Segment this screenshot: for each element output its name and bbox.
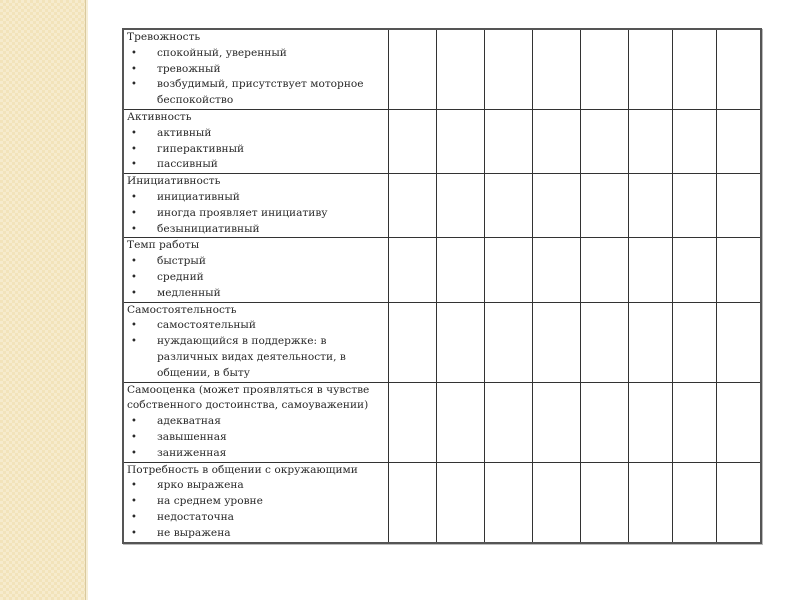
bullet-icon: • <box>131 287 137 299</box>
criterion-option <box>127 46 388 62</box>
bullet-icon: • <box>131 527 137 539</box>
criterion-options-list <box>127 254 388 301</box>
blank-mark-cell[interactable] <box>533 29 581 109</box>
decorative-side-strip <box>0 0 86 600</box>
criterion-cell <box>123 382 389 462</box>
option-text: инициативный <box>157 190 240 203</box>
criterion-option <box>127 126 388 142</box>
criterion-option <box>127 62 388 78</box>
criterion-cell <box>123 302 389 382</box>
bullet-icon: • <box>131 127 137 139</box>
criterion-option <box>127 478 388 494</box>
criterion-title: Самооценка (может проявляться в чувстве собственного достоинства, самоуважении) <box>127 383 370 412</box>
blank-mark-cell[interactable] <box>673 382 717 462</box>
criterion-option <box>127 414 388 430</box>
option-text: не выражена <box>157 526 231 539</box>
blank-mark-cell[interactable] <box>389 29 437 109</box>
blank-mark-cell[interactable] <box>389 302 437 382</box>
blank-mark-cell[interactable] <box>437 174 485 238</box>
criterion-cell <box>123 174 389 238</box>
criterion-option <box>127 157 388 173</box>
bullet-icon: • <box>131 496 137 508</box>
criterion-option <box>127 222 388 238</box>
blank-mark-cell[interactable] <box>673 462 717 542</box>
blank-mark-cell[interactable] <box>629 238 673 302</box>
blank-mark-cell[interactable] <box>437 462 485 542</box>
blank-mark-cell[interactable] <box>581 29 629 109</box>
option-text: спокойный, уверенный <box>157 46 287 59</box>
criterion-option <box>127 206 388 222</box>
blank-mark-cell[interactable] <box>673 238 717 302</box>
blank-mark-cell[interactable] <box>389 238 437 302</box>
criterion-cell <box>123 238 389 302</box>
option-text: ярко выражена <box>157 479 244 492</box>
bullet-icon: • <box>131 159 137 171</box>
criterion-cell <box>123 462 389 542</box>
blank-mark-cell[interactable] <box>629 174 673 238</box>
criterion-option <box>127 254 388 270</box>
blank-mark-cell[interactable] <box>485 238 533 302</box>
criterion-option <box>127 430 388 446</box>
blank-mark-cell[interactable] <box>717 174 762 238</box>
bullet-icon: • <box>131 256 137 268</box>
bullet-icon: • <box>131 480 137 492</box>
criterion-option <box>127 270 388 286</box>
blank-mark-cell[interactable] <box>437 109 485 173</box>
blank-mark-cell[interactable] <box>581 109 629 173</box>
bullet-icon: • <box>131 207 137 219</box>
table-row <box>123 382 761 462</box>
blank-mark-cell[interactable] <box>389 109 437 173</box>
criterion-option <box>127 318 388 334</box>
bullet-icon: • <box>131 79 137 91</box>
bullet-icon: • <box>131 223 137 235</box>
bullet-icon: • <box>131 336 137 348</box>
blank-mark-cell[interactable] <box>533 174 581 238</box>
option-text: иногда проявляет инициативу <box>157 206 328 219</box>
blank-mark-cell[interactable] <box>673 29 717 109</box>
blank-mark-cell[interactable] <box>533 382 581 462</box>
criterion-option <box>127 494 388 510</box>
option-text: адекватная <box>157 415 221 428</box>
option-text: безынициативный <box>157 222 260 235</box>
table-row <box>123 302 761 382</box>
blank-mark-cell[interactable] <box>533 109 581 173</box>
option-text: тревожный <box>157 62 221 75</box>
criterion-option <box>127 510 388 526</box>
blank-mark-cell[interactable] <box>485 462 533 542</box>
bullet-icon: • <box>131 47 137 59</box>
blank-mark-cell[interactable] <box>389 462 437 542</box>
blank-mark-cell[interactable] <box>389 382 437 462</box>
option-text: гиперактивный <box>157 142 245 155</box>
option-text: недостаточна <box>157 510 234 523</box>
criterion-options-list <box>127 46 388 109</box>
blank-mark-cell[interactable] <box>389 174 437 238</box>
criterion-options-list <box>127 190 388 237</box>
criterion-title: Тревожность <box>127 31 201 43</box>
option-text: пассивный <box>157 158 218 171</box>
observation-table <box>122 28 762 544</box>
blank-mark-cell[interactable] <box>485 174 533 238</box>
blank-mark-cell[interactable] <box>485 29 533 109</box>
bullet-icon: • <box>131 271 137 283</box>
option-text: средний <box>157 270 204 283</box>
criterion-option <box>127 190 388 206</box>
criterion-options-list <box>127 478 388 541</box>
blank-mark-cell[interactable] <box>581 382 629 462</box>
option-text: возбудимый, присутствует моторное беспокойство <box>157 78 364 107</box>
blank-mark-cell[interactable] <box>717 29 762 109</box>
blank-mark-cell[interactable] <box>581 238 629 302</box>
blank-mark-cell[interactable] <box>437 238 485 302</box>
criterion-option <box>127 286 388 302</box>
bullet-icon: • <box>131 191 137 203</box>
blank-mark-cell[interactable] <box>673 174 717 238</box>
criterion-title: Потребность в общении с окружающими <box>127 463 358 476</box>
blank-mark-cell[interactable] <box>717 109 762 173</box>
blank-mark-cell[interactable] <box>533 302 581 382</box>
blank-mark-cell[interactable] <box>629 302 673 382</box>
criterion-cell <box>123 109 389 173</box>
blank-mark-cell[interactable] <box>717 382 762 462</box>
criterion-option <box>127 77 388 109</box>
criterion-option <box>127 526 388 542</box>
blank-mark-cell[interactable] <box>437 29 485 109</box>
bullet-icon: • <box>131 447 137 459</box>
blank-mark-cell[interactable] <box>629 462 673 542</box>
criterion-options-list <box>127 126 388 173</box>
table-row <box>123 238 761 302</box>
criterion-option <box>127 142 388 158</box>
option-text: нуждающийся в поддержке: в различных видах деятельности, в общении, в быту <box>157 335 346 379</box>
blank-mark-cell[interactable] <box>673 109 717 173</box>
criterion-title: Инициативность <box>127 175 221 188</box>
criterion-options-list <box>127 414 388 461</box>
blank-mark-cell[interactable] <box>581 462 629 542</box>
blank-mark-cell[interactable] <box>581 302 629 382</box>
criterion-title: Самостоятельность <box>127 303 237 316</box>
option-text: быстрый <box>157 255 206 268</box>
criterion-option <box>127 446 388 462</box>
option-text: заниженная <box>157 446 227 459</box>
option-text: на среднем уровне <box>157 495 263 508</box>
blank-mark-cell[interactable] <box>629 382 673 462</box>
blank-mark-cell[interactable] <box>533 238 581 302</box>
bullet-icon: • <box>131 63 137 75</box>
option-text: активный <box>157 126 212 139</box>
criterion-cell <box>123 29 389 109</box>
blank-mark-cell[interactable] <box>629 29 673 109</box>
table-row <box>123 109 761 173</box>
option-text: завышенная <box>157 430 227 443</box>
table-row <box>123 29 761 109</box>
blank-mark-cell[interactable] <box>485 109 533 173</box>
blank-mark-cell[interactable] <box>485 302 533 382</box>
table-row <box>123 174 761 238</box>
table-row <box>123 462 761 542</box>
criterion-title: Активность <box>127 110 192 123</box>
bullet-icon: • <box>131 416 137 428</box>
blank-mark-cell[interactable] <box>437 382 485 462</box>
blank-mark-cell[interactable] <box>437 302 485 382</box>
blank-mark-cell[interactable] <box>533 462 581 542</box>
option-text: медленный <box>157 286 221 299</box>
blank-mark-cell[interactable] <box>581 174 629 238</box>
bullet-icon: • <box>131 431 137 443</box>
blank-mark-cell[interactable] <box>485 382 533 462</box>
option-text: самостоятельный <box>157 319 256 332</box>
bullet-icon: • <box>131 143 137 155</box>
bullet-icon: • <box>131 511 137 523</box>
blank-mark-cell[interactable] <box>717 462 762 542</box>
blank-mark-cell[interactable] <box>629 109 673 173</box>
blank-mark-cell[interactable] <box>717 302 762 382</box>
blank-mark-cell[interactable] <box>717 238 762 302</box>
bullet-icon: • <box>131 320 137 332</box>
criterion-option <box>127 334 388 381</box>
blank-mark-cell[interactable] <box>673 302 717 382</box>
criterion-title: Темп работы <box>127 239 200 252</box>
criterion-options-list <box>127 318 388 381</box>
